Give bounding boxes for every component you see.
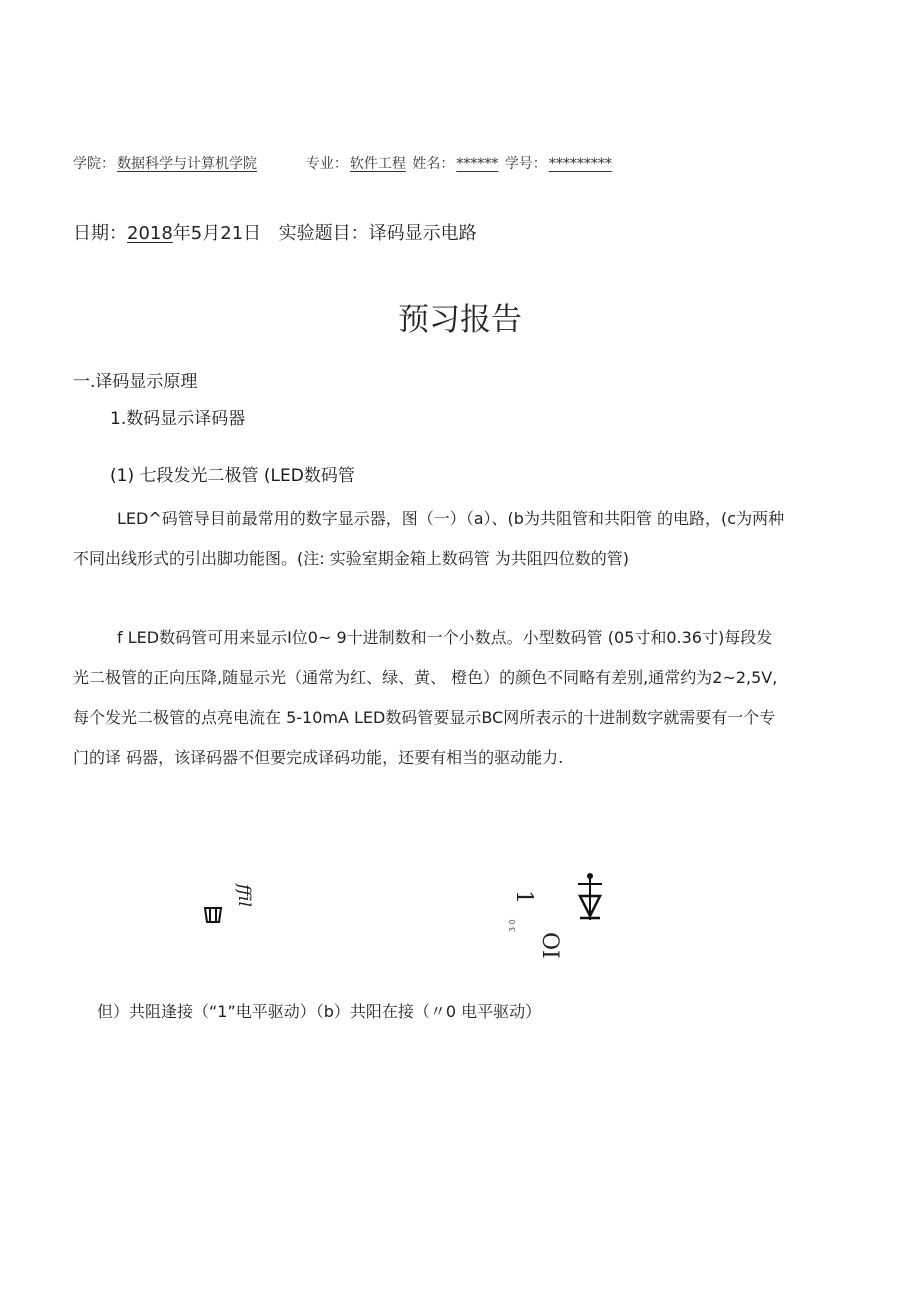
section-heading: 一.译码显示原理 <box>73 372 198 392</box>
item-heading: (1) 七段发光二极管 (LED数码管 <box>110 466 355 486</box>
college-value: 数据科学与计算机学院 <box>117 156 257 172</box>
student-id-label: 学号： <box>504 156 547 172</box>
name-value: ****** <box>456 156 499 172</box>
figure-right-label-2: OI <box>537 932 562 959</box>
diode-icon <box>575 872 605 922</box>
major-value: 软件工程 <box>349 156 406 172</box>
name-label: 姓名： <box>412 156 455 172</box>
figure-area <box>0 860 920 970</box>
figure-left-label: ffil <box>234 884 254 907</box>
paragraph-led-details <box>73 618 785 778</box>
paragraph-led-intro <box>73 499 785 579</box>
date-line <box>73 219 477 245</box>
topic-value: 译码显示电路 <box>368 223 477 244</box>
student-id-value: ********* <box>548 156 612 172</box>
date-label: 日期： <box>73 223 127 244</box>
figure-small-label: 3 0 <box>508 919 517 932</box>
paragraph-2-text: f LED数码管可用来显示I位0~ 9十进制数和一个小数点。小型数码管 (05寸和0.36寸)每段发光二极管的正向压降,随显示光（通常为红、绿、黄、 橙色）的颜色不同略有差别,通常约为2~2,5V,每个发光二极管的点亮电流在 5-10mA LED数码管要显示BC网所表示的十进制数字就需要有一个专门的译 码器，该译码器不但要完成译码功能，还要有相当的驱动能力. <box>73 628 778 767</box>
figure-left-shape <box>204 907 224 925</box>
subsection-heading: 1.数码显示译码器 <box>110 409 246 429</box>
paragraph-1-text: LED^码管导目前最常用的数字显示器，图（一）（a）、(b为共阻管和共阳管 的电路，(c为两种不同出线形式的引出脚功能图。(注: 实验室期金箱上数码管 为共阻四位数的管) <box>73 509 785 568</box>
date-rest: 年5月21日 <box>172 223 262 244</box>
date-year: 2018 <box>127 223 173 244</box>
document-title: 预习报告 <box>398 302 522 338</box>
major-label: 专业： <box>305 156 348 172</box>
info-line <box>73 153 614 173</box>
topic-label: 实验题目： <box>278 223 369 244</box>
figure-caption: 但）共阻逢接（“1”电平驱动）（b）共阳在接（〃0 电平驱动） <box>97 1002 542 1021</box>
college-label: 学院： <box>73 156 115 172</box>
figure-right-label-1: 1 <box>511 890 536 904</box>
